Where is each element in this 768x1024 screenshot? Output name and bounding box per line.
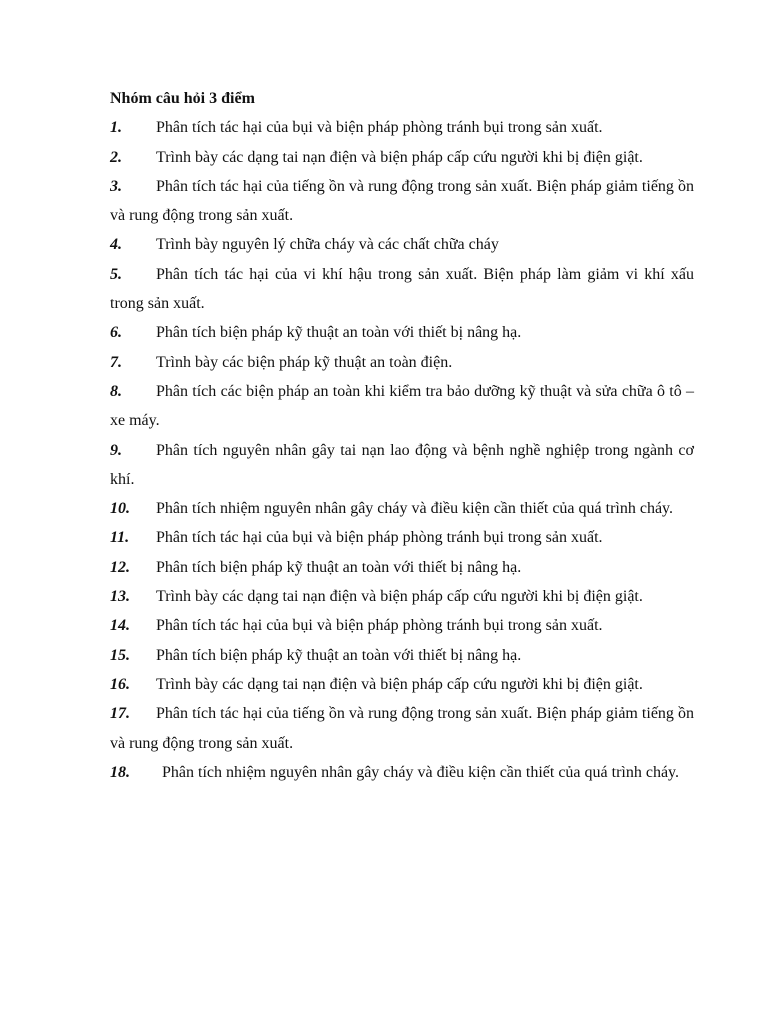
- question-item: [110, 377, 694, 436]
- question-item: [110, 260, 694, 319]
- question-text: Phân tích biện pháp kỹ thuật an toàn với thiết bị nâng hạ.: [156, 324, 522, 342]
- question-text: Phân tích tác hại của tiếng ồn và rung động trong sản xuất. Biện pháp giảm tiếng ồn và rung động trong sản xuất.: [110, 705, 694, 752]
- question-number: 8.: [110, 382, 122, 400]
- question-number: 13.: [110, 588, 130, 606]
- question-text: Trình bày các dạng tai nạn điện và biện pháp cấp cứu người khi bị điện giật.: [156, 675, 643, 693]
- question-number: 16.: [110, 675, 130, 693]
- question-number: 12.: [110, 558, 130, 576]
- section-heading: Nhóm câu hỏi 3 điểm: [110, 90, 255, 107]
- question-number: 10.: [110, 500, 130, 518]
- question-item: [110, 641, 694, 670]
- question-item: [110, 436, 694, 495]
- question-item: [110, 143, 694, 172]
- question-text: Phân tích tác hại của vi khí hậu trong sản xuất. Biện pháp làm giảm vi khí xấu trong sản xuất.: [110, 265, 694, 313]
- question-number: 11.: [110, 529, 130, 547]
- question-text: Phân tích tác hại của bụi và biện pháp phòng tránh bụi trong sản xuất.: [156, 617, 603, 635]
- question-item: [110, 758, 694, 787]
- question-text: Phân tích các biện pháp an toàn khi kiểm tra bảo dưỡng kỹ thuật và sửa chữa ô tô – xe máy.: [110, 382, 694, 430]
- question-item: [110, 699, 694, 758]
- document-content: [110, 84, 694, 787]
- question-number: 7.: [110, 353, 122, 371]
- question-item: [110, 318, 694, 347]
- question-text: Phân tích nhiệm nguyên nhân gây cháy và điều kiện cần thiết của quá trình cháy.: [162, 763, 680, 781]
- question-number: 5.: [110, 265, 122, 283]
- question-number: 15.: [110, 646, 130, 664]
- question-item: [110, 172, 694, 231]
- question-text: Phân tích tác hại của bụi và biện pháp phòng tránh bụi trong sản xuất.: [156, 119, 603, 137]
- question-item: [110, 494, 694, 523]
- question-text: Trình bày các dạng tai nạn điện và biện pháp cấp cứu người khi bị điện giật.: [156, 148, 643, 166]
- question-text: Phân tích tác hại của tiếng ồn và rung động trong sản xuất. Biện pháp giảm tiếng ồn và rung động trong sản xuất.: [110, 177, 694, 225]
- question-number: 9.: [110, 441, 122, 459]
- question-number: 14.: [110, 617, 130, 635]
- question-item: [110, 553, 694, 582]
- question-number: 6.: [110, 324, 122, 342]
- question-number: 2.: [110, 148, 122, 166]
- question-number: 1.: [110, 119, 122, 137]
- question-item: [110, 230, 694, 259]
- question-text: Trình bày các biện pháp kỹ thuật an toàn điện.: [156, 353, 453, 371]
- question-number: 17.: [110, 705, 130, 723]
- question-item: [110, 611, 694, 640]
- question-number: 4.: [110, 236, 122, 254]
- question-text: Phân tích nhiệm nguyên nhân gây cháy và điều kiện cần thiết của quá trình cháy.: [156, 500, 674, 518]
- question-text: Phân tích biện pháp kỹ thuật an toàn với thiết bị nâng hạ.: [156, 646, 522, 664]
- question-item: [110, 582, 694, 611]
- question-text: Trình bày nguyên lý chữa cháy và các chất chữa cháy: [156, 236, 499, 254]
- question-item: [110, 113, 694, 142]
- question-text: Phân tích tác hại của bụi và biện pháp phòng tránh bụi trong sản xuất.: [156, 529, 603, 547]
- question-text: Phân tích biện pháp kỹ thuật an toàn với thiết bị nâng hạ.: [156, 558, 522, 576]
- question-item: [110, 670, 694, 699]
- question-text: Phân tích nguyên nhân gây tai nạn lao động và bệnh nghề nghiệp trong ngành cơ khí.: [110, 441, 694, 488]
- question-number: 18.: [110, 763, 130, 781]
- question-number: 3.: [110, 177, 122, 195]
- question-item: [110, 523, 694, 552]
- question-item: [110, 348, 694, 377]
- question-text: Trình bày các dạng tai nạn điện và biện pháp cấp cứu người khi bị điện giật.: [156, 588, 643, 606]
